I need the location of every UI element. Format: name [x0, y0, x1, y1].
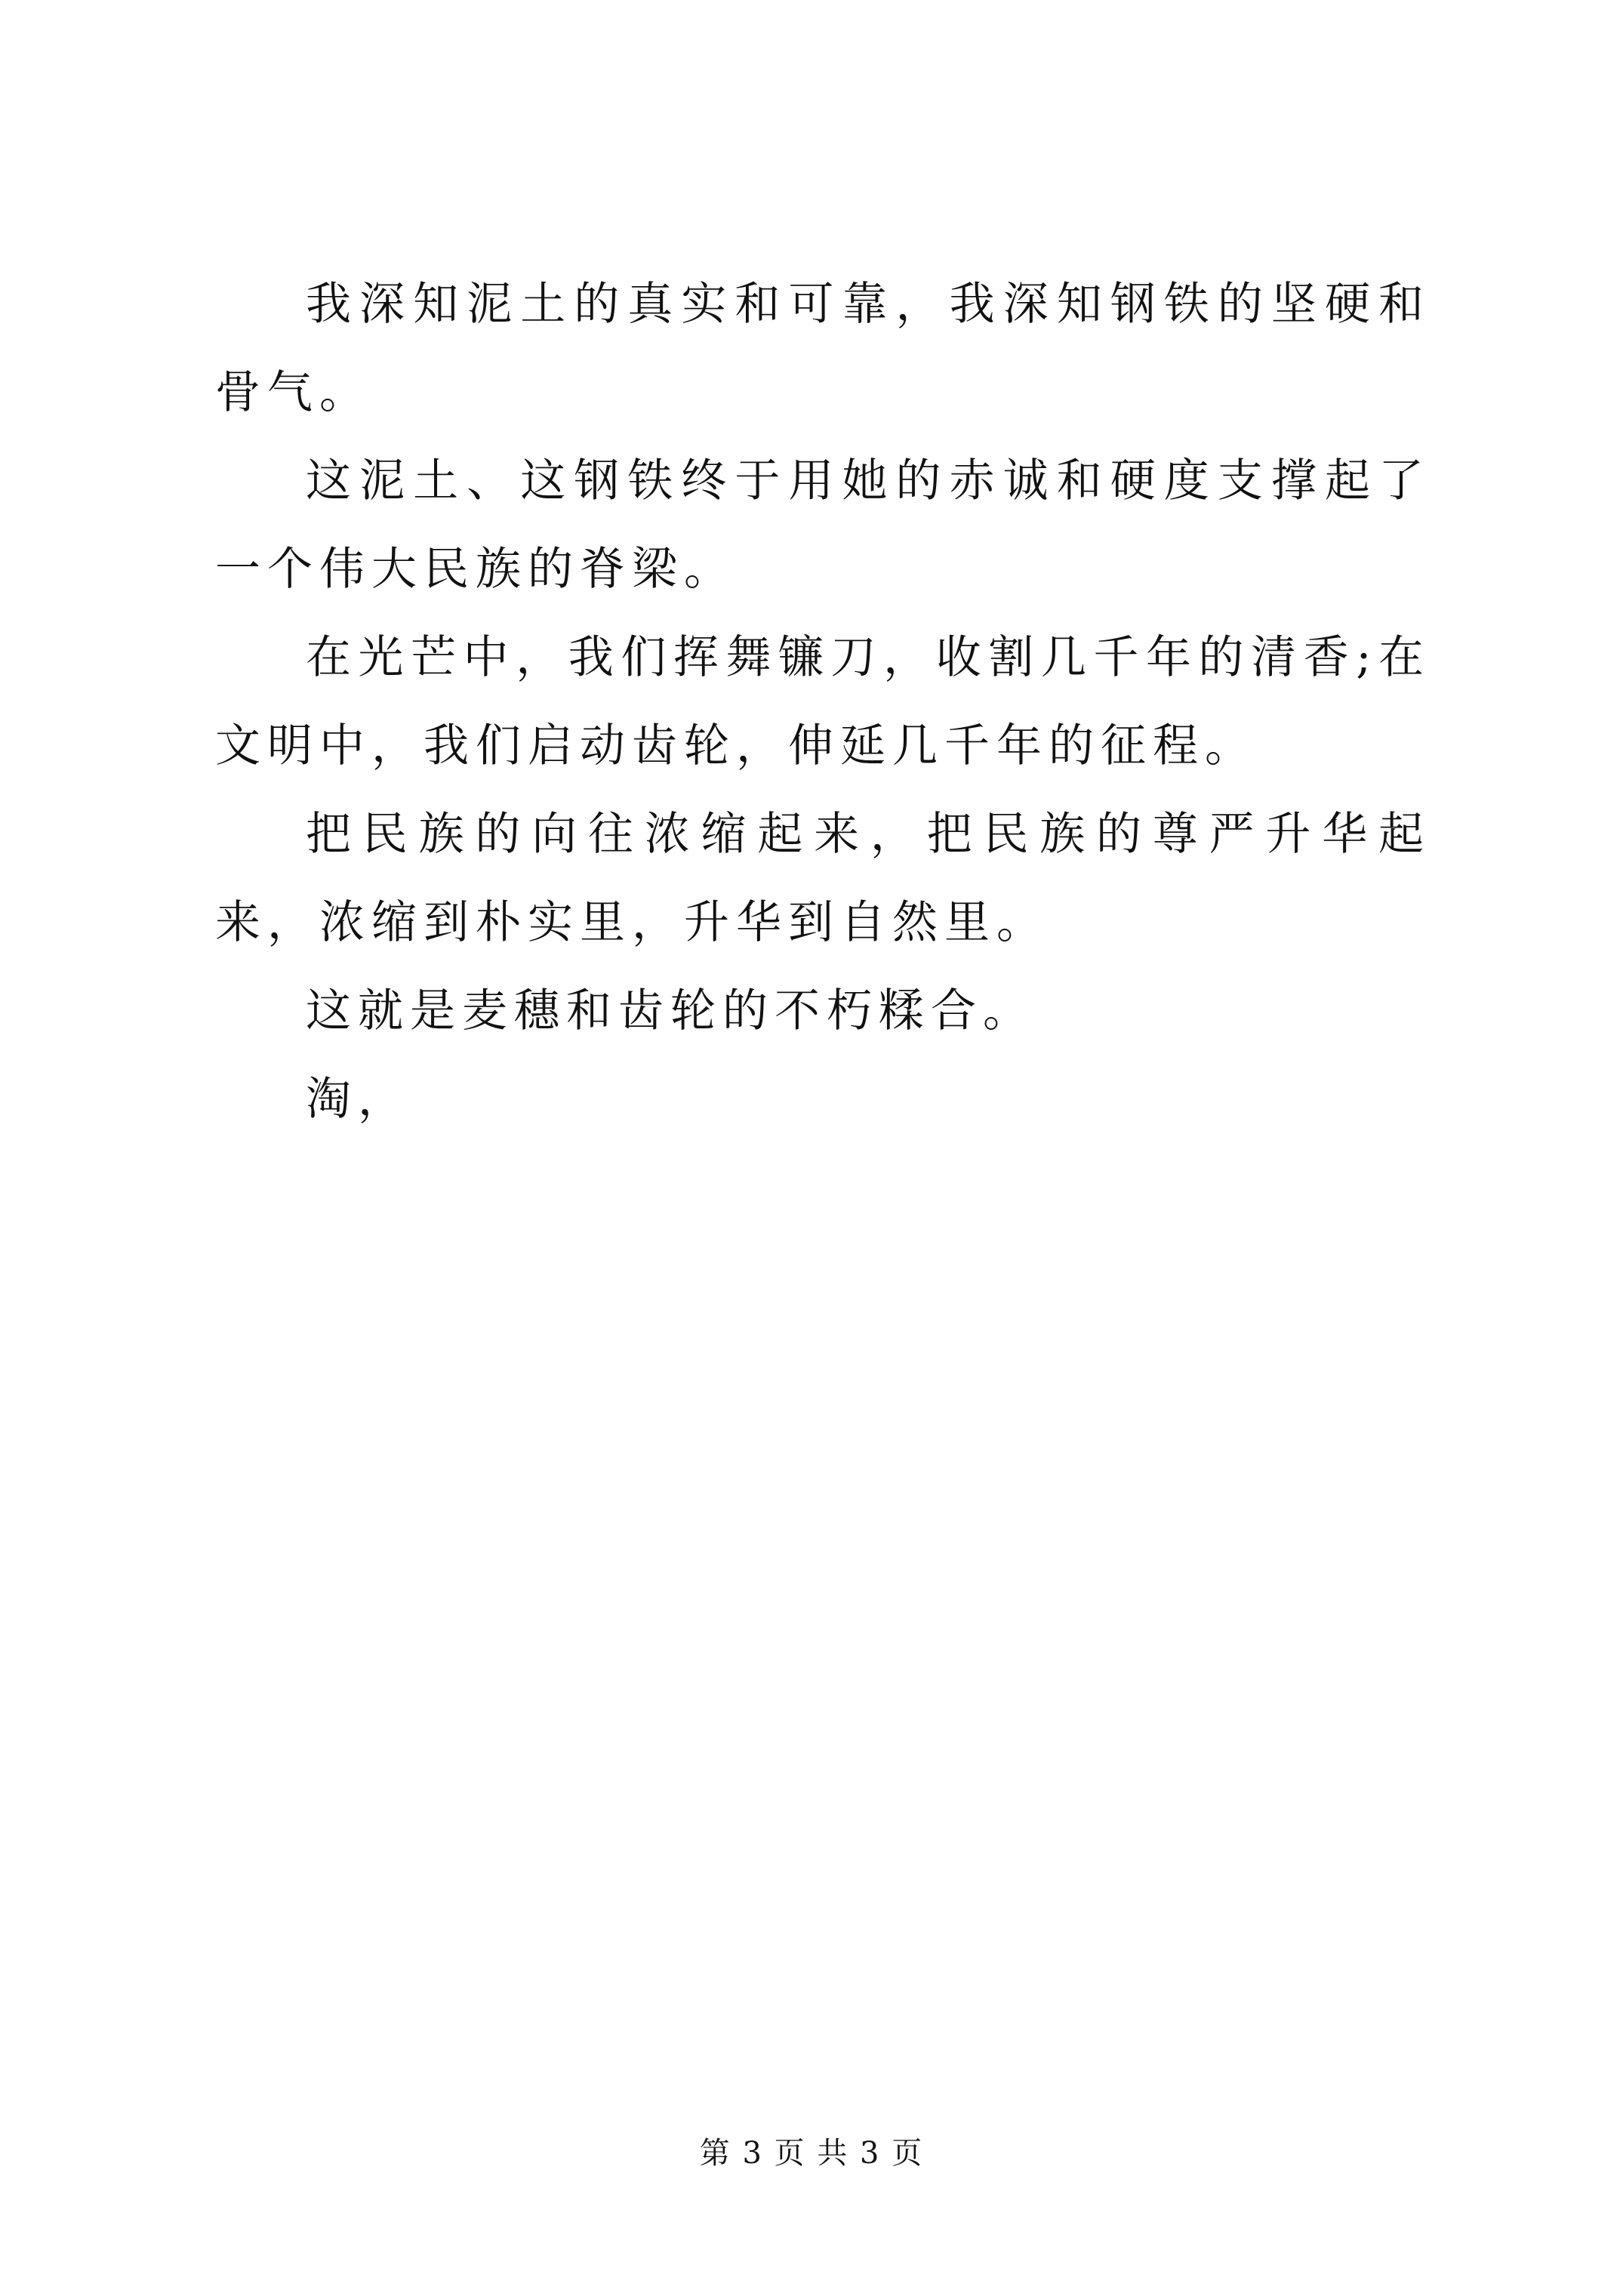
paragraph-4: 把民族的向往浓缩起来，把民族的尊严升华起来，浓缩到朴实里，升华到自然里。 — [215, 808, 1431, 949]
paragraph-1: 我深知泥土的真实和可靠，我深知钢铁的坚硬和骨气。 — [215, 278, 1431, 419]
paragraph-6: 淘， — [306, 1073, 410, 1126]
paragraph-2: 这泥土、这钢铁终于用她的赤诚和硬度支撑起了一个伟大民族的脊梁。 — [215, 455, 1431, 596]
paragraph-5: 这就是麦穗和齿轮的不朽糅合。 — [306, 985, 1035, 1037]
paragraph-3: 在光芒中，我们挥舞镰刀，收割几千年的清香;在文明中，我们启动齿轮，伸延几千年的征程。 — [215, 631, 1431, 772]
document-body — [215, 260, 1431, 1144]
page-footer: 第 3 页 共 3 页 — [699, 2136, 924, 2171]
